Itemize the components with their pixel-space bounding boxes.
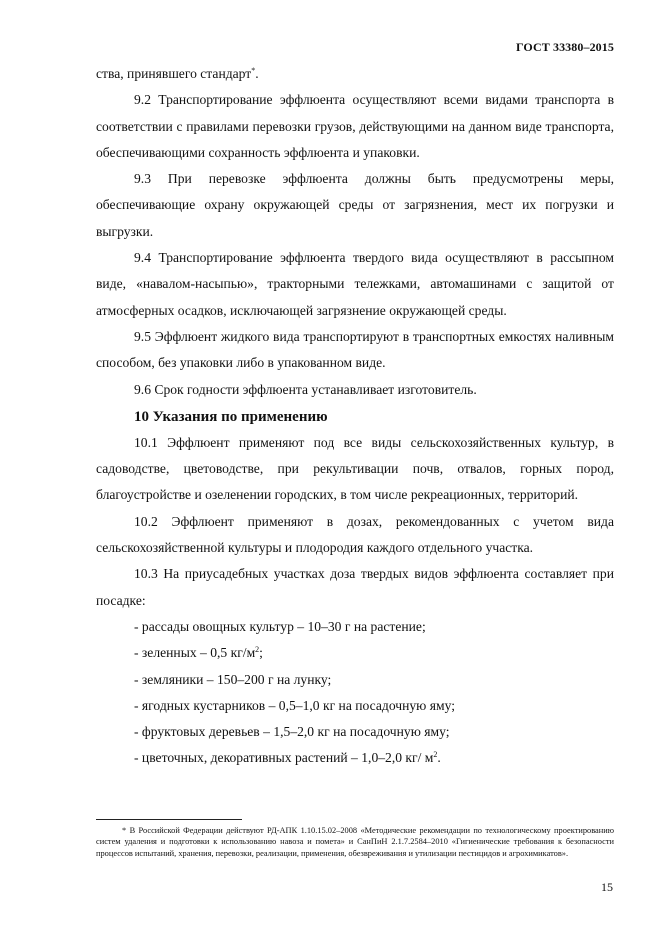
paragraph-9-4: 9.4 Транспортирование эффлюента твердого вида осуществляют в рассыпном виде, «навалом-насыпью», тракторными тележками, автомашинами с защитой от атмосферных осадков, исключающей загрязнение окружающей среды. xyxy=(96,250,614,318)
list-item: - фруктовых деревьев – 1,5–2,0 кг на посадочную яму; xyxy=(134,724,450,740)
footnote-divider xyxy=(96,819,242,820)
body-text xyxy=(96,61,614,772)
list-item: - рассады овощных культур – 10–30 г на растение; xyxy=(134,618,426,634)
paragraph-10-2: 10.2 Эффлюент применяют в дозах, рекомендованных с учетом вида сельскохозяйственной культуры и плодородия каждого отдельного участка. xyxy=(96,513,614,556)
paragraph-9-6: 9.6 Срок годности эффлюента устанавливает изготовитель. xyxy=(134,381,477,397)
footnote-text: * В Российской Федерации действуют РД-АПК 1.10.15.02–2008 «Методические рекомендации по технологическому проектированию систем удаления и подготовки к использованию навоза и помета» и СанПиН 2.1.7.2584–2010 «Гигиенические требования к безопасности процессов испытаний, хранения, перевозки, реализации, применения, обезвреживания и утилизации пестицидов и агрохимикатов». xyxy=(96,826,614,858)
list-item: - цветочных, декоративных растений – 1,0–2,0 кг/ $м^2$. xyxy=(134,750,441,766)
paragraph-continuation: ства, принявшего стандарт*. xyxy=(96,66,259,81)
paragraph-9-3: 9.3 При перевозке эффлюента должны быть предусмотрены меры, обеспечивающие охрану окружающей среды от загрязнения, мест их погрузки и выгрузки. xyxy=(96,171,614,239)
document-code-header: ГОСТ 33380–2015 xyxy=(516,40,614,54)
list-item: - зеленных – 0,5 $кг/м^2$; xyxy=(134,645,263,661)
page-number: 15 xyxy=(601,880,613,894)
paragraph-9-5: 9.5 Эффлюент жидкого вида транспортируют в транспортных емкостях наливным способом, без упаковки либо в упакованном виде. xyxy=(96,328,614,371)
paragraph-10-1: 10.1 Эффлюент применяют под все виды сельскохозяйственных культур, в садоводстве, цветоводстве, при рекультивации почв, отвалов, горных пород, благоустройстве и озеленении городских, в том числе рекреационных, территорий. xyxy=(96,434,614,503)
paragraph-10-3: 10.3 На приусадебных участках доза твердых видов эффлюента составляет при посадке: xyxy=(96,566,614,608)
footnote xyxy=(96,825,614,859)
list-item: - ягодных кустарников – 0,5–1,0 кг на посадочную яму; xyxy=(134,697,455,713)
footnote-mark[interactable]: * xyxy=(251,66,256,75)
list-item: - земляники – 150–200 г на лунку; xyxy=(134,671,332,687)
section-title: 10 Указания по применению xyxy=(134,408,328,425)
paragraph-9-2: 9.2 Транспортирование эффлюента осуществляют всеми видами транспорта в соответствии с правилами перевозки грузов, действующими на данном виде транспорта, обеспечивающими сохранность эффлюента и упаковки. xyxy=(96,92,614,160)
